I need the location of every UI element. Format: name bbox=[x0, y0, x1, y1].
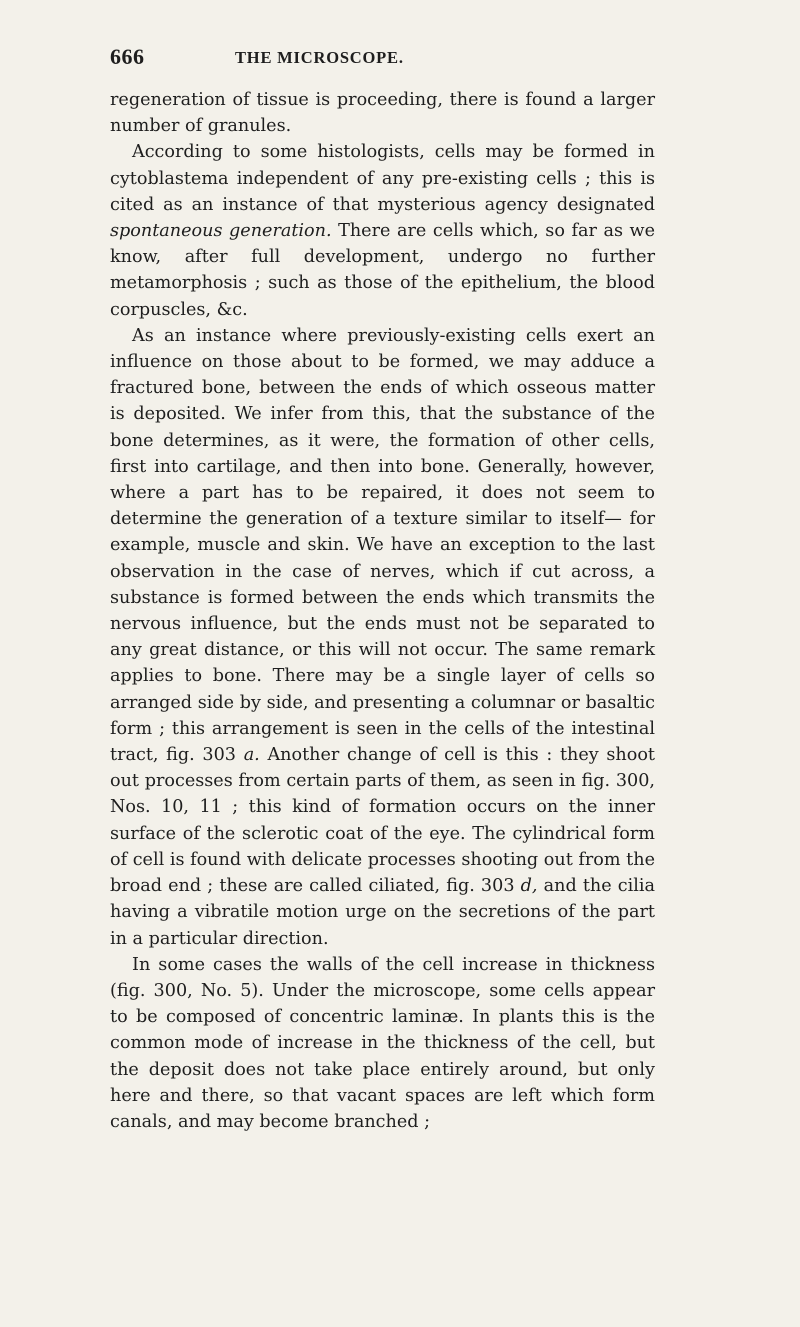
paragraph-3-text-b: Another change of cell is this : they shoot out processes from certain parts of them, as seen in fig. 300, Nos. 10, 11 ; this kind of formation occurs on the inner surface of the sclerotic coat of the eye. The cylindrical form of cell is found with delicate processes shooting out from the broad end ; these are called ciliated, fig. 303 bbox=[110, 745, 656, 897]
body-text bbox=[110, 87, 655, 1135]
paragraph-3-italic-d: d, bbox=[520, 876, 538, 897]
paragraph-3-text-a: As an instance where previously-existing cells exert an influence on those about to be formed, we may adduce a fractured bone, between the ends of which osseous matter is deposited. We infer from this, that the substance of the bone determines, as it were, the formation of other cells, first into cartilage, and then into bone. Generally, however, where a part has to be repaired, it does not seem to determine the generation of a texture similar to itself— for example, muscle and skin. We have an exception to the last observation in the case of nerves, which if cut across, a substance is formed between the ends which transmits the nervous influence, but the ends must not be separated to any great distance, or this will not occur. The same remark applies to bone. There may be a single layer of cells so arranged side by side, and presenting a columnar or basaltic form ; this arrangement is seen in the cells of the intestinal tract, fig. 303 bbox=[110, 325, 655, 766]
paragraph-1 bbox=[110, 87, 655, 139]
running-title: THE MICROSCOPE. bbox=[235, 48, 404, 67]
running-head bbox=[110, 44, 655, 74]
paragraph-1-text: regeneration of tissue is proceeding, there is found a larger number of granules. bbox=[110, 90, 655, 137]
paragraph-3-text-c: and the cilia having a vibratile motion urge on the secretions of the part in a particular direction. bbox=[110, 876, 655, 949]
paragraph-3-italic-a: a. bbox=[243, 745, 260, 766]
paragraph-4 bbox=[110, 952, 655, 1135]
paragraph-4-text: In some cases the walls of the cell increase in thickness (fig. 300, No. 5). Under the microscope, some cells appear to be composed of concentric laminæ. In plants this is the common mode of increase in the thickness of the cell, but the deposit does not take place entirely around, but only here and there, so that vacant spaces are left which form canals, and may become branched ; bbox=[110, 954, 655, 1132]
paragraph-3 bbox=[110, 323, 655, 952]
paragraph-2 bbox=[110, 139, 655, 322]
paragraph-2-text-b: There are cells which, so far as we know, after full development, undergo no further metamorphosis ; such as those of the epithelium, the blood corpuscles, &c. bbox=[110, 221, 656, 320]
paragraph-2-italic: spontaneous generation. bbox=[110, 221, 332, 242]
page-number: 666 bbox=[110, 44, 145, 69]
paragraph-2-text-a: According to some histologists, cells may be formed in cytoblastema independent of any pre-existing cells ; this is cited as an instance of that mysterious agency designated bbox=[110, 142, 655, 215]
book-page bbox=[110, 44, 655, 1135]
